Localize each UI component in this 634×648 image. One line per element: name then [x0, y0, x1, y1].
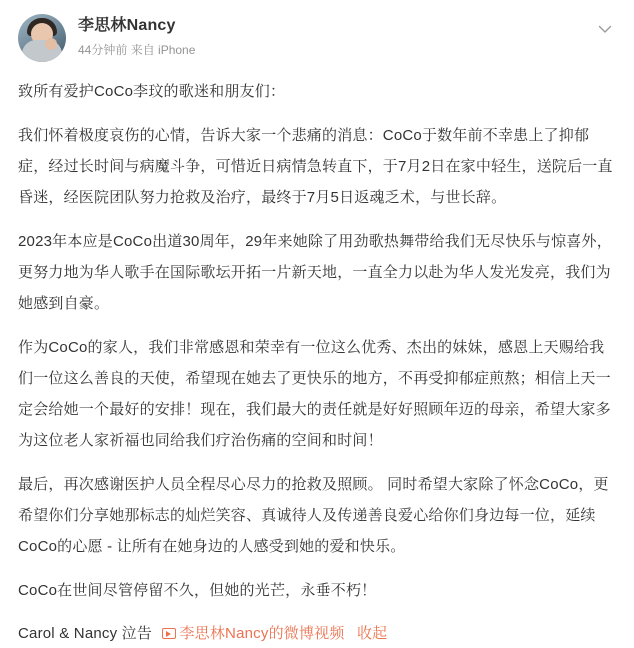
author-name[interactable]: 李思林Nancy	[78, 17, 176, 34]
video-link[interactable]	[162, 625, 344, 642]
collapse-button[interactable]: 收起	[356, 625, 388, 642]
post-footer	[18, 620, 616, 648]
post-paragraph: 我们怀着极度哀伤的心情，告诉大家一个悲痛的消息：CoCo于数年前不幸患上了抑郁症，经过长时间与病魔斗争，可惜近日病情急转直下，于7月2日在家中轻生，送院后一直昏迷，经医院团队努力抢救及治疗，最终于7月5日返魂乏术，与世长辞。	[18, 127, 613, 206]
post-paragraph: CoCo在世间尽管停留不久，但她的光芒，永垂不朽！	[18, 582, 377, 599]
avatar-hand	[45, 38, 57, 50]
post-paragraph: 2023年本应是CoCo出道30周年，29年来她除了用劲歌热舞带给我们无尽快乐与惊喜外，更努力地为华人歌手在国际歌坛开拓一片新天地，一直全力以赴为华人发光发亮，我们为她感到自豪。	[18, 233, 612, 312]
post-paragraph: 最后，再次感谢医护人员全程尽心尽力的抢救及照顾。 同时希望大家除了怀念CoCo，更希望你们分享她那标志的灿烂笑容、真诚待人及传递善良爱心给你们身边每一位，延续CoCo的心愿 - 让所有在她身边的人感受到她的爱和快乐。	[18, 476, 609, 555]
post-time[interactable]: 44分钟前	[78, 43, 128, 57]
avatar[interactable]	[18, 14, 66, 62]
author-info	[78, 14, 616, 59]
post-content	[18, 76, 616, 648]
post-signature: Carol & Nancy 泣告	[18, 625, 153, 642]
video-play-icon	[162, 628, 176, 639]
post-paragraph: 作为CoCo的家人，我们非常感恩和荣幸有一位这么优秀、杰出的妹妹，感恩上天赐给我们一位这么善良的天使，希望现在她去了更快乐的地方，不再受抑郁症煎熬；相信上天一定会给她一个最好的安排！现在，我们最大的责任就是好好照顾年迈的母亲，希望大家多为这位老人家祈福也同给我们疗治伤痛的空间和时间！	[18, 339, 611, 449]
post-paragraph: 致所有爱护CoCo李玟的歌迷和朋友们：	[18, 83, 286, 100]
post-header	[18, 14, 616, 62]
post-meta	[78, 42, 616, 59]
chevron-down-icon[interactable]	[596, 20, 614, 38]
video-link-label: 李思林Nancy的微博视频	[179, 625, 345, 642]
post-source[interactable]: 来自 iPhone	[130, 43, 196, 57]
